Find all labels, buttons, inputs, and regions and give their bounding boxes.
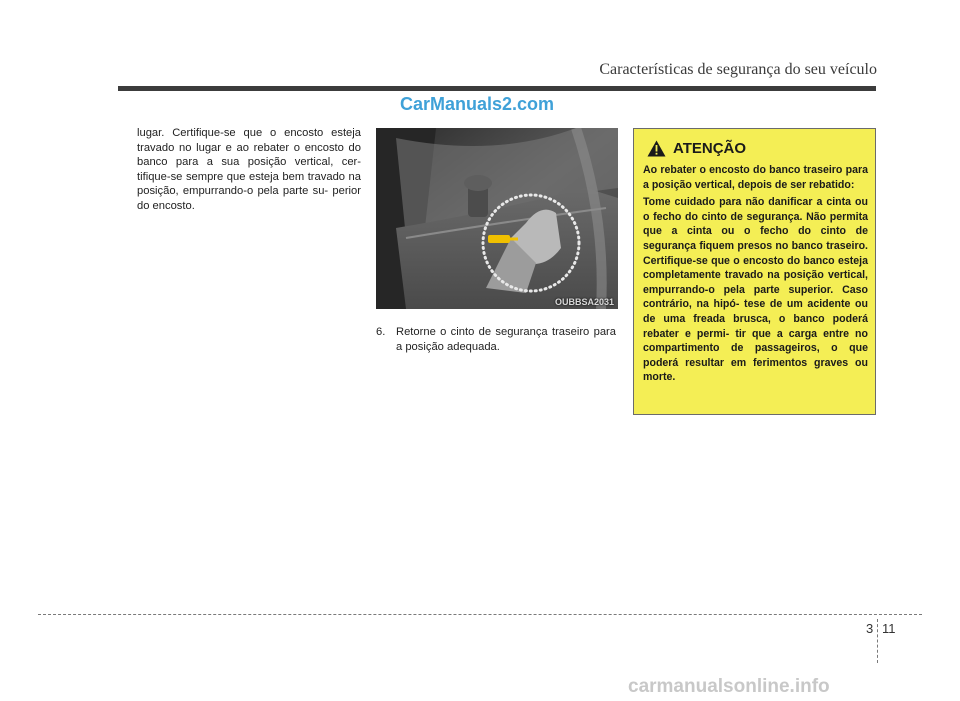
step-item xyxy=(376,325,616,354)
warning-header xyxy=(647,140,868,157)
seat-back-photo xyxy=(376,128,618,309)
page-number: 11 xyxy=(882,621,896,636)
page-separator xyxy=(877,619,878,663)
warning-paragraph: Ao rebater o encosto do banco traseiro para a posição vertical, depois de ser rebatido: xyxy=(643,164,868,191)
body-paragraph: lugar. Certifique-se que o encosto esteja travado no lugar e ao rebater o encosto do banco para a sua posição vertical, cer- tifique-se sempre que esteja bem travado na posição, empurrando-o pela parte su- perior do encosto. xyxy=(137,127,361,212)
watermark-bottom[interactable]: carmanualsonline.info xyxy=(628,676,830,697)
footer-rule xyxy=(38,614,922,615)
warning-box xyxy=(633,128,876,415)
warning-paragraph: Tome cuidado para não danificar a cinta ou o fecho do cinto de segurança. Não permita que a cinta ou o fecho do cinto de segurança fiquem presos no banco traseiro. Certifique-se que o encosto do banco esteja completamente travado na posição vertical, empurrando-o pela parte superior. Caso contrário, na hipó- tese de um acidente ou de uma freada brusca, o banco poderá rebater e permi- tir que a carga entre no compartimento de passageiros, o que poderá resultar em ferimentos graves ou morte. xyxy=(643,196,868,384)
step-text: Retorne o cinto de segurança traseiro para a posição adequada. xyxy=(396,326,616,353)
chapter-number: 3 xyxy=(866,621,874,636)
watermark-top[interactable]: CarManuals2.com xyxy=(400,94,555,114)
seat-back-push-photo xyxy=(376,128,618,309)
step-number: 6. xyxy=(376,326,386,338)
figure-code: OUBBSA2031 xyxy=(554,297,614,307)
warning-triangle-icon xyxy=(647,140,666,157)
header-rule xyxy=(118,86,876,91)
warning-title: ATENÇÃO xyxy=(673,140,747,157)
section-title: Características de segurança do seu veículo xyxy=(599,61,877,78)
